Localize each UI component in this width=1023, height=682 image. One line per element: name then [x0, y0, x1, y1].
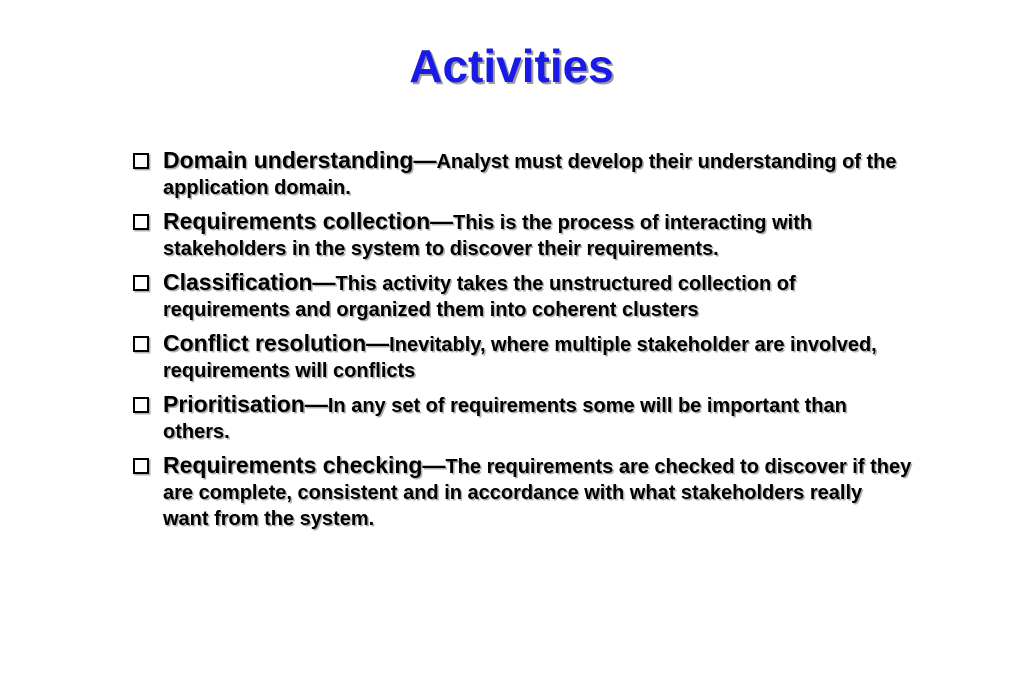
- item-term: Classification: [163, 269, 313, 295]
- square-bullet-icon: [133, 275, 149, 291]
- item-term: Conflict resolution: [163, 330, 367, 356]
- item-dash: —: [413, 147, 437, 173]
- item-term: Requirements collection: [163, 208, 431, 234]
- square-bullet-icon: [133, 153, 149, 169]
- list-item: [133, 208, 913, 262]
- square-bullet-icon: [133, 458, 149, 474]
- square-bullet-icon: [133, 397, 149, 413]
- list-item: [133, 269, 913, 323]
- item-dash: —: [366, 330, 390, 356]
- item-description: In any set of requirements some will be important than others.: [163, 395, 847, 443]
- list-item: [133, 452, 913, 532]
- square-bullet-icon: [133, 336, 149, 352]
- bullet-list: [133, 147, 913, 539]
- list-item: [133, 147, 913, 201]
- slide-title: Activities: [409, 40, 614, 92]
- list-item: [133, 330, 913, 384]
- item-description: Inevitably, where multiple stakeholder are involved, requirements will conflicts: [163, 334, 877, 382]
- item-term: Domain understanding: [163, 147, 414, 173]
- list-item: [133, 391, 913, 445]
- item-description: Analyst must develop their understanding of the application domain.: [163, 151, 897, 199]
- item-dash: —: [422, 452, 446, 478]
- square-bullet-icon: [133, 214, 149, 230]
- item-dash: —: [312, 269, 336, 295]
- item-term: Requirements checking: [163, 452, 423, 478]
- item-dash: —: [430, 208, 454, 234]
- item-term: Prioritisation: [163, 391, 305, 417]
- item-description: This is the process of interacting with stakeholders in the system to discover their requirements.: [163, 212, 813, 260]
- item-description: The requirements are checked to discover if they are complete, consistent and in accordance with what stakeholders really want from the system.: [163, 456, 912, 530]
- item-dash: —: [304, 391, 328, 417]
- item-description: This activity takes the unstructured collection of requirements and organized them into coherent clusters: [163, 273, 796, 321]
